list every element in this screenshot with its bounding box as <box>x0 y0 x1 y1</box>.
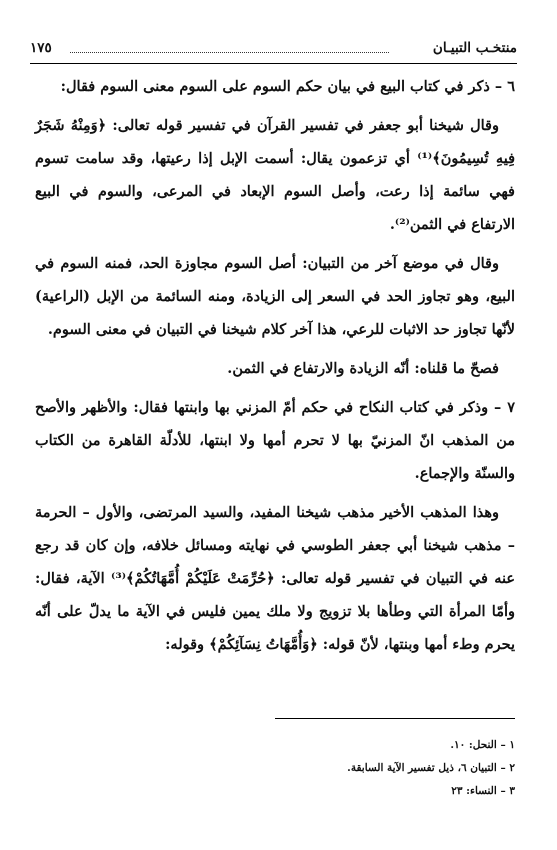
paragraph-1: ٦ – ذكر في كتاب البيع في بيان حكم السوم على السوم معنى السوم فقال: <box>60 78 515 95</box>
paragraph-2: وقال شيخنا أبو جعفر في تفسير القرآن في تفسير قوله تعالى: ﴿وَمِنْهُ شَجَرٌ فِيهِ تُسِيمُونَ﴾⁽¹⁾ أي تزعمون يقال: أسمت الإبل إذا رعيتها، وقد سامت تسوم فهي سائمة إذا رعت، وأصل السوم الإبعاد في المرعى، والسوم في البيع الارتفاع في الثمن⁽²⁾. <box>35 117 516 233</box>
footnotes <box>35 734 515 803</box>
main-text <box>35 70 515 661</box>
running-header <box>30 40 517 62</box>
paragraph-4: فصحّ ما قلناه: أنّه الزيادة والارتفاع في الثمن. <box>227 360 499 377</box>
paragraph-5: ٧ – وذكر في كتاب النكاح في حكم أمّ المزني بها وابنتها فقال: والأظهر والأصح من المذهب انّ المزنيّ بها لا تحرم أمها ولا ابنتها، للأدلّة القاهرة من الكتاب والسنّة والإجماع. <box>35 399 515 482</box>
footnote-1: ١ – النحل: ١٠. <box>450 739 515 751</box>
running-title: منتخـب التبيـان <box>432 40 517 56</box>
footnote-rule <box>275 718 515 719</box>
paragraph-6: وهذا المذهب الأخير مذهب شيخنا المفيد، والسيد المرتضى، والأول – الحرمة – مذهب شيخنا أبي جعفر الطوسي في نهايته ومسائل خلافه، وإن كان قد رجع عنه في التبيان في تفسير قوله تعالى: ﴿حُرِّمَتْ عَلَيْكُمْ أُمَّهَاتُكُمْ﴾⁽³⁾ الآية، فقال: وأمّا المرأة التي وطأها بلا تزويج ولا ملك يمين فليس في الآية ما يدلّ على أنّه يحرم وطء أمها وبنتها، لأنّ قوله: ﴿وَأُمَّهَاتُ نِسَآئِكُمْ﴾ وقوله: <box>35 504 515 653</box>
header-leader-dots <box>70 52 389 53</box>
paragraph-3: وقال في موضع آخر من التبيان: أصل السوم مجاوزة الحد، فمنه السوم في البيع، وهو تجاوز الحد في السعر إلى الزيادة، ومنه السائمة من الإبل (الراعية) لأنّها تجاوز حد الاثبات للرعي، هذا آخر كلام شيخنا في التبيان في معنى السوم. <box>35 255 515 338</box>
page-number: ١٧٥ <box>30 40 52 56</box>
footnote-3: ٣ – النساء: ٢٣ <box>451 785 515 797</box>
footnote-2: ٢ – التبيان ٦، ذيل تفسير الآية السابقة. <box>347 762 515 774</box>
header-rule <box>30 63 517 64</box>
